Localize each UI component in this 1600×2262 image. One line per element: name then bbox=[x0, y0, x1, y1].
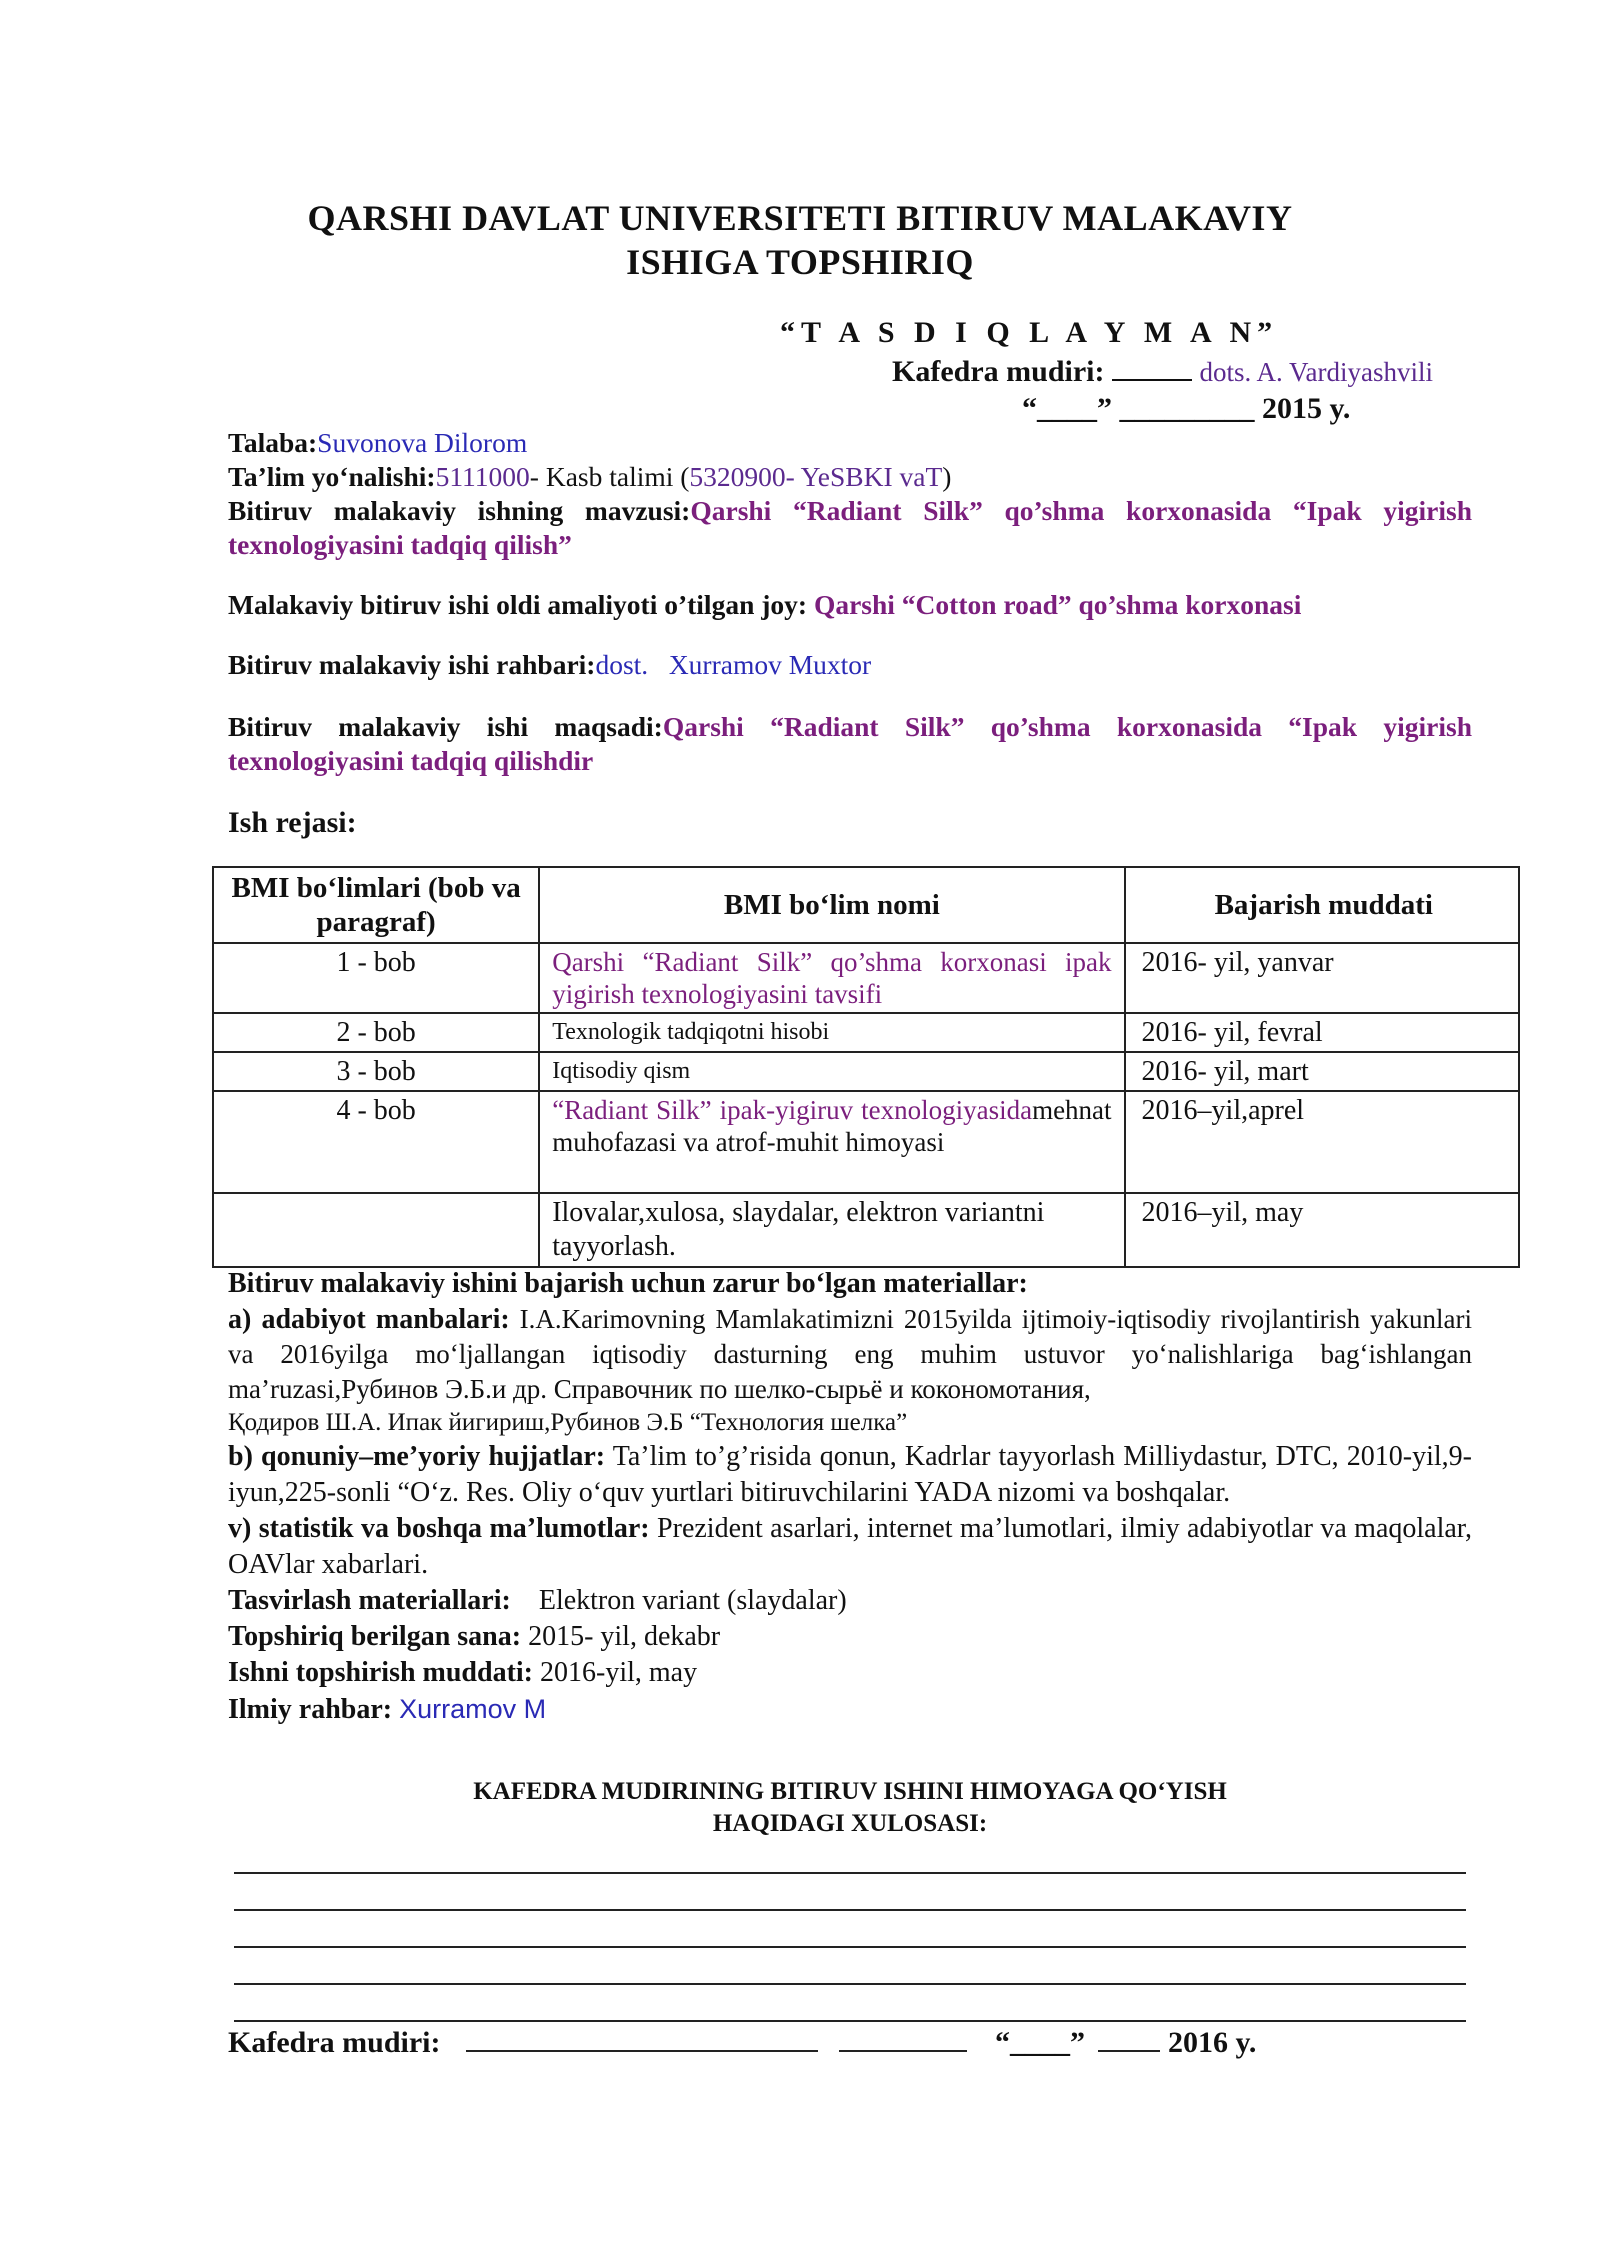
visual-materials-text: Elektron variant (slaydalar) bbox=[510, 1585, 847, 1616]
direction-code: 5111000 bbox=[435, 461, 530, 492]
conclusion-blank-line bbox=[234, 1946, 1466, 1948]
chapter-cell: 3 - bob bbox=[213, 1052, 539, 1091]
department-head-label: Kafedra mudiri: bbox=[892, 355, 1105, 388]
supervisor-title: dost. bbox=[595, 649, 649, 680]
header-section-name: BMI bo‘lim nomi bbox=[539, 867, 1124, 943]
conclusion-blank-line bbox=[234, 1983, 1466, 1985]
conclusion-blank-line bbox=[234, 1872, 1466, 1874]
deadline-cell: 2016- yil, yanvar bbox=[1125, 943, 1519, 1013]
regulatory-block bbox=[228, 1439, 1472, 1511]
statistics-block bbox=[228, 1511, 1472, 1583]
section-name-part-1: “Radiant Silk” ipak-yigiruv texnologiyasida bbox=[552, 1095, 1033, 1125]
topic-label: Bitiruv malakaviy ishning mavzusi: bbox=[228, 495, 691, 526]
footer-signature-line bbox=[228, 2026, 1472, 2060]
practice-line bbox=[228, 588, 1472, 622]
supervisor-line bbox=[228, 648, 1472, 682]
student-line bbox=[228, 426, 1472, 460]
section-name-cell: Iqtisodiy qism bbox=[539, 1052, 1124, 1091]
chapter-cell: 2 - bob bbox=[213, 1013, 539, 1052]
goal-text: Qarshi “Radiant Silk” qo’shma korxonasida “Ipak yigirish bbox=[662, 711, 1472, 742]
visual-materials-label: Tasvirlash materiallari: bbox=[228, 1585, 511, 1616]
topic-text-2: texnologiyasini tadqiq qilish” bbox=[228, 529, 572, 560]
title-line-2: ISHIGA TOPSHIRIQ bbox=[626, 242, 974, 282]
table-row bbox=[213, 1052, 1519, 1091]
goal-label: Bitiruv malakaviy ishi maqsadi: bbox=[228, 711, 663, 742]
regulatory-text: Ta’lim to’g’risida qonun, Kadrlar tayyorlash Milliydastur, DTC, 2010-yil,9-iyun,225-sonli “O‘z. Res. Oliy o‘quv yurtlari bitiruvchilarini YADA nizomi va boshqalar. bbox=[228, 1441, 1472, 1508]
conclusion-heading bbox=[0, 1776, 1600, 1840]
approval-date bbox=[1022, 392, 1350, 426]
deadline-cell: 2016–yil,aprel bbox=[1125, 1091, 1519, 1193]
approval-date-year: 2015 y. bbox=[1262, 392, 1351, 425]
footer-department-head-label: Kafedra mudiri: bbox=[228, 2026, 441, 2059]
table-row bbox=[213, 943, 1519, 1013]
direction-label: Ta’lim yo‘nalishi: bbox=[228, 461, 436, 492]
statistics-text: Prezident asarlari, internet ma’lumotlari, ilmiy adabiyotlar va maqolalar, OAVlar xabarlari. bbox=[228, 1513, 1473, 1580]
goal-line bbox=[228, 710, 1472, 778]
topic-line bbox=[228, 494, 1472, 562]
section-name-cell: Texnologik tadqiqotni hisobi bbox=[539, 1013, 1124, 1052]
conclusion-blank-line bbox=[234, 2020, 1466, 2022]
goal-text-2: texnologiyasini tadqiq qilishdir bbox=[228, 745, 594, 776]
literature-text-2: Қодиров Ш.А. Ипак йигириш,Рубинов Э.Б “Технология шелка” bbox=[228, 1409, 908, 1436]
work-plan-table bbox=[212, 866, 1520, 1268]
advisor-label: Ilmiy rahbar: bbox=[228, 1694, 393, 1725]
chapter-cell: 4 - bob bbox=[213, 1091, 539, 1193]
practice-label: Malakaviy bitiruv ishi oldi amaliyoti o’tilgan joy: bbox=[228, 589, 808, 620]
supervisor-label: Bitiruv malakaviy ishi rahbari: bbox=[228, 649, 596, 680]
submission-deadline-label: Ishni topshirish muddati: bbox=[228, 1657, 534, 1688]
table-header-row bbox=[213, 867, 1519, 943]
materials-heading: Bitiruv malakaviy ishini bajarish uchun zarur bo‘lgan materiallar: bbox=[228, 1268, 1028, 1299]
document-title bbox=[0, 196, 1600, 284]
title-line-1: QARSHI DAVLAT UNIVERSITETI BITIRUV MALAKAVIY bbox=[307, 198, 1293, 238]
header-chapter: BMI bo‘limlari (bob va paragraf) bbox=[213, 867, 539, 943]
submission-deadline-line bbox=[228, 1655, 1472, 1691]
department-head-name: dots. A. Vardiyashvili bbox=[1199, 357, 1433, 387]
section-name-cell bbox=[539, 1091, 1124, 1193]
signature-blank bbox=[1112, 357, 1192, 381]
section-name-cell: Ilovalar,xulosa, slaydalar, elektron variantni tayyorlash. bbox=[539, 1193, 1124, 1267]
table-row bbox=[213, 1013, 1519, 1052]
chapter-cell: 1 - bob bbox=[213, 943, 539, 1013]
department-head-line bbox=[892, 355, 1433, 389]
literature-label: a) adabiyot manbalari: bbox=[228, 1304, 510, 1335]
advisor-name: Xurramov M bbox=[399, 1694, 547, 1724]
approval-date-blank: “____” _________ bbox=[1022, 392, 1255, 425]
deadline-cell: 2016- yil, mart bbox=[1125, 1052, 1519, 1091]
footer-date-month-blank bbox=[1098, 2026, 1160, 2052]
statistics-label: v) statistik va boshqa ma’lumotlar: bbox=[228, 1513, 650, 1544]
direction-line bbox=[228, 460, 1472, 494]
table-row bbox=[213, 1193, 1519, 1267]
student-name: Suvonova Dilorom bbox=[317, 427, 528, 458]
assignment-date-label: Topshiriq berilgan sana: bbox=[228, 1621, 522, 1652]
literature-block bbox=[228, 1302, 1472, 1407]
deadline-cell: 2016- yil, fevral bbox=[1125, 1013, 1519, 1052]
student-label: Talaba: bbox=[228, 427, 318, 458]
chapter-cell bbox=[213, 1193, 539, 1267]
footer-date-year: 2016 y. bbox=[1167, 2026, 1257, 2059]
direction-text: - Kasb talimi ( bbox=[529, 461, 690, 492]
regulatory-label: b) qonuniy–me’yoriy hujjatlar: bbox=[228, 1441, 606, 1472]
footer-signature-blank bbox=[466, 2026, 818, 2052]
advisor-line bbox=[228, 1691, 1472, 1728]
conclusion-line-2: HAQIDAGI XULOSASI: bbox=[712, 1810, 988, 1837]
footer-date-day: “____” bbox=[994, 2026, 1085, 2059]
practice-place: Qarshi “Cotton road” qo’shma korxonasi bbox=[813, 589, 1302, 620]
table-row bbox=[213, 1091, 1519, 1193]
supervisor-name: Xurramov Muxtor bbox=[668, 649, 872, 680]
footer-name-blank bbox=[839, 2026, 967, 2052]
direction-code-2: 5320900- YeSBKI vaT bbox=[689, 461, 943, 492]
topic-text: Qarshi “Radiant Silk” qo’shma korxonasida “Ipak yigirish bbox=[690, 495, 1472, 526]
submission-deadline-text: 2016-yil, may bbox=[533, 1657, 698, 1688]
deadline-cell: 2016–yil, may bbox=[1125, 1193, 1519, 1267]
section-name-cell: Qarshi “Radiant Silk” qo’shma korxonasi ipak yigirish texnologiyasini tavsifi bbox=[539, 943, 1124, 1013]
conclusion-blank-line bbox=[234, 1909, 1466, 1911]
header-deadline: Bajarish muddati bbox=[1125, 867, 1519, 943]
work-plan-label: Ish rejasi: bbox=[228, 806, 357, 839]
approval-stamp-text: “T A S D I Q L A Y M A N” bbox=[780, 316, 1279, 349]
conclusion-line-1: KAFEDRA MUDIRINING BITIRUV ISHINI HIMOYAGA QO‘YISH bbox=[473, 1778, 1227, 1805]
section-name-part-2: mehnat muhofazasi va atrof-muhit himoyasi bbox=[552, 1095, 1112, 1157]
visual-materials-line bbox=[228, 1583, 1472, 1619]
assignment-date-line bbox=[228, 1619, 1472, 1655]
assignment-date-text: 2015- yil, dekabr bbox=[521, 1621, 721, 1652]
direction-close: ) bbox=[942, 461, 952, 492]
literature-text: I.A.Karimovning Mamlakatimizni 2015yilda ijtimoiy-iqtisodiy rivojlantirish yakunlari va 2016yilga mo‘ljallangan iqtisodiy dasturning eng muhim ustuvor yo‘nalishlariga bag‘ishlangan ma’ruzasi,Рубинов Э.Б.и др. Справочник по шелко-сырьё и кокономотания, bbox=[228, 1304, 1472, 1404]
materials-section bbox=[228, 1266, 1472, 1728]
